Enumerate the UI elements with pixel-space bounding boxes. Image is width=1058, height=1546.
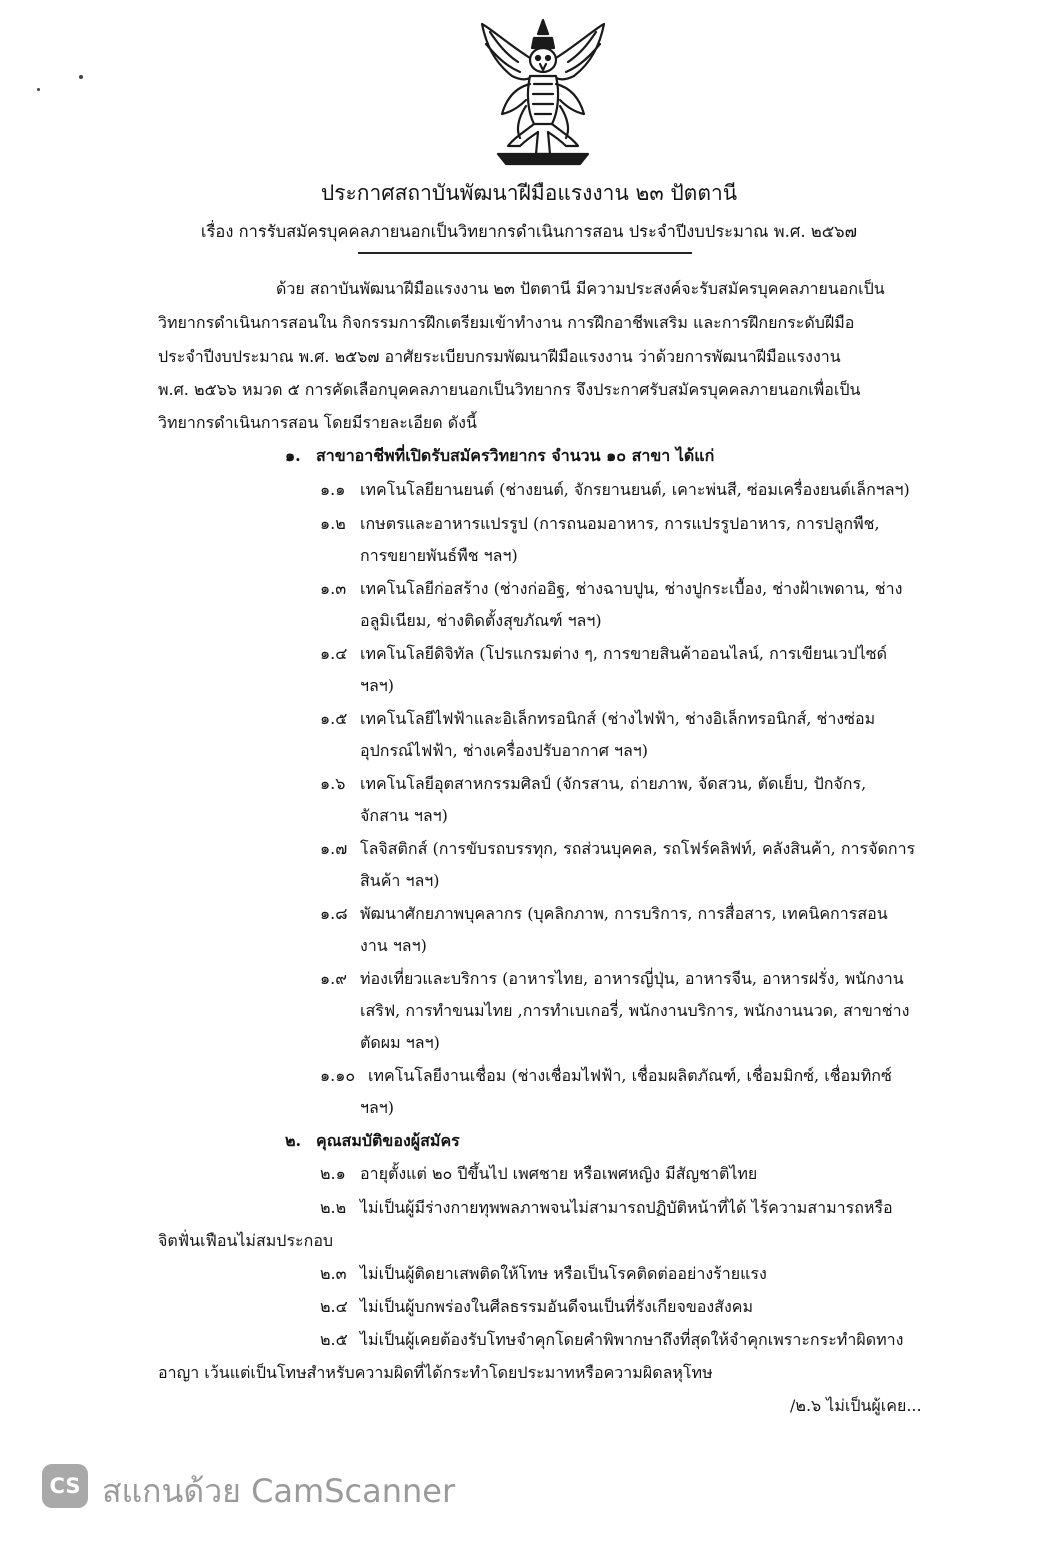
item-text: สินค้า ฯลฯ)	[360, 871, 440, 890]
item-text: ไม่เป็นผู้ติดยาเสพติดให้โทษ หรือเป็นโรคติดต่ออย่างร้ายแรง	[360, 1264, 767, 1283]
section-1-heading: สาขาอาชีพที่เปิดรับสมัครวิทยากร จำนวน ๑๐ สาขา ได้แก่	[316, 446, 715, 465]
camscanner-text: สแกนด้วย CamScanner	[102, 1472, 456, 1510]
item-number: ๑.๖	[320, 774, 346, 793]
item-text: จักสาน ฯลฯ)	[360, 806, 448, 825]
scan-speck	[37, 88, 40, 91]
item-text: การขยายพันธ์พืช ฯลฯ)	[360, 546, 518, 565]
intro-line: วิทยากรดำเนินการสอนใน กิจกรรมการฝึกเตรียมเข้าทำงาน การฝึกอาชีพเสริม และการฝึกยกระดับฝีมือ	[158, 313, 855, 332]
item-text: อลูมิเนียม, ช่างติดตั้งสุขภัณฑ์ ฯลฯ)	[360, 611, 602, 630]
item-number: ๒.๑	[320, 1164, 346, 1183]
item-text: อาญา เว้นแต่เป็นโทษสำหรับความผิดที่ได้กระทำโดยประมาทหรือความผิดลหุโทษ	[158, 1363, 713, 1382]
item-text: เกษตรและอาหารแปรรูป (การถนอมอาหาร, การแปรรูปอาหาร, การปลูกพืช,	[360, 514, 880, 533]
item-text: เทคโนโลยีไฟฟ้าและอิเล็กทรอนิกส์ (ช่างไฟฟ้า, ช่างอิเล็กทรอนิกส์, ช่างซ่อม	[360, 709, 876, 728]
item-text: จิตฟั่นเฟือนไม่สมประกอบ	[158, 1231, 334, 1250]
section-1-number: ๑.	[285, 446, 301, 465]
section-2-heading: คุณสมบัติของผู้สมัคร	[316, 1131, 460, 1150]
item-number: ๒.๕	[320, 1330, 348, 1349]
section-2-number: ๒.	[285, 1131, 302, 1150]
item-number: ๒.๒	[320, 1198, 347, 1217]
item-text: ฯลฯ)	[360, 1098, 395, 1117]
item-text: ตัดผม ฯลฯ)	[360, 1033, 440, 1052]
intro-line: ประจำปีงบประมาณ พ.ศ. ๒๕๖๗ อาศัยระเบียบกรมพัฒนาฝีมือแรงงาน ว่าด้วยการพัฒนาฝีมือแรงงาน	[158, 347, 841, 366]
intro-line: ด้วย สถาบันพัฒนาฝีมือแรงงาน ๒๓ ปัตตานี มีความประสงค์จะรับสมัครบุคคลภายนอกเป็น	[276, 279, 885, 298]
item-number: ๑.๒	[320, 514, 346, 533]
item-text: อุปกรณ์ไฟฟ้า, ช่างเครื่องปรับอากาศ ฯลฯ)	[360, 741, 649, 760]
item-number: ๑.๙	[320, 969, 347, 988]
item-number: ๑.๗	[320, 839, 348, 858]
title-divider	[358, 252, 692, 254]
item-number: ๑.๕	[320, 709, 348, 728]
scan-speck	[79, 75, 83, 79]
item-number: ๑.๑	[320, 480, 346, 499]
intro-line: พ.ศ. ๒๕๖๖ หมวด ๕ การคัดเลือกบุคคลภายนอกเป็นวิทยากร จึงประกาศรับสมัครบุคคลภายนอกเพื่อเป็น	[158, 380, 861, 399]
item-number: ๒.๔	[320, 1297, 348, 1316]
item-number: ๒.๓	[320, 1264, 347, 1283]
item-text: เทคโนโลยีอุตสาหกรรมศิลป์ (จักรสาน, ถ่ายภาพ, จัดสวน, ตัดเย็บ, ปักจักร,	[360, 774, 867, 793]
item-text: พัฒนาศักยภาพบุคลากร (บุคลิกภาพ, การบริการ, การสื่อสาร, เทคนิคการสอน	[360, 904, 888, 923]
item-text: เทคโนโลยีงานเชื่อม (ช่างเชื่อมไฟฟ้า, เชื่อมผลิตภัณฑ์, เชื่อมมิกซ์, เชื่อมทิกซ์	[368, 1066, 892, 1085]
item-text: โลจิสติกส์ (การขับรถบรรทุก, รถส่วนบุคคล, รถโฟร์คลิฟท์, คลังสินค้า, การจัดการ	[360, 839, 916, 858]
intro-line: วิทยากรดำเนินการสอน โดยมีรายละเอียด ดังนี้	[158, 413, 477, 432]
item-text: เทคโนโลยีดิจิทัล (โปรแกรมต่าง ๆ, การขายสินค้าออนไลน์, การเขียนเวปไซด์	[360, 644, 887, 663]
document-subject: เรื่อง การรับสมัครบุคคลภายนอกเป็นวิทยากรดำเนินการสอน ประจำปีงบประมาณ พ.ศ. ๒๕๖๗	[200, 222, 858, 241]
continuation-note: /๒.๖ ไม่เป็นผู้เคย...	[790, 1396, 922, 1415]
item-text: ไม่เป็นผู้บกพร่องในศีลธรรมอันดีจนเป็นที่รังเกียจของสังคม	[360, 1297, 754, 1316]
item-text: ฯลฯ)	[360, 676, 395, 695]
item-text: เทคโนโลยีก่อสร้าง (ช่างก่ออิฐ, ช่างฉาบปูน, ช่างปูกระเบื้อง, ช่างฝ้าเพดาน, ช่าง	[360, 579, 903, 598]
item-number: ๑.๑๐	[320, 1066, 356, 1085]
document-title: ประกาศสถาบันพัฒนาฝีมือแรงงาน ๒๓ ปัตตานี	[320, 181, 738, 205]
item-text: อายุตั้งแต่ ๒๐ ปีขึ้นไป เพศชาย หรือเพศหญิง มีสัญชาติไทย	[360, 1164, 758, 1183]
camscanner-logo-icon: CS	[42, 1464, 88, 1508]
item-text: เทคโนโลยียานยนต์ (ช่างยนต์, จักรยานยนต์, เคาะพ่นสี, ซ่อมเครื่องยนต์เล็กฯลฯ)	[360, 480, 910, 499]
item-text: ไม่เป็นผู้มีร่างกายทุพพลภาพจนไม่สามารถปฏิบัติหน้าที่ได้ ไร้ความสามารถหรือ	[360, 1198, 893, 1217]
item-text: ท่องเที่ยวและบริการ (อาหารไทย, อาหารญี่ปุ่น, อาหารจีน, อาหารฝรั่ง, พนักงาน	[360, 969, 904, 988]
item-text: งาน ฯลฯ)	[360, 936, 427, 955]
item-text: เสริฟ, การทำขนมไทย ,การทำเบเกอรี่, พนักงานบริการ, พนักงานนวด, สาขาช่าง	[360, 1001, 910, 1020]
item-number: ๑.๘	[320, 904, 348, 923]
item-number: ๑.๓	[320, 579, 347, 598]
garuda-emblem-icon	[468, 14, 618, 169]
item-number: ๑.๔	[320, 644, 348, 663]
item-text: ไม่เป็นผู้เคยต้องรับโทษจำคุกโดยคำพิพากษาถึงที่สุดให้จำคุกเพราะกระทำผิดทาง	[360, 1330, 904, 1349]
